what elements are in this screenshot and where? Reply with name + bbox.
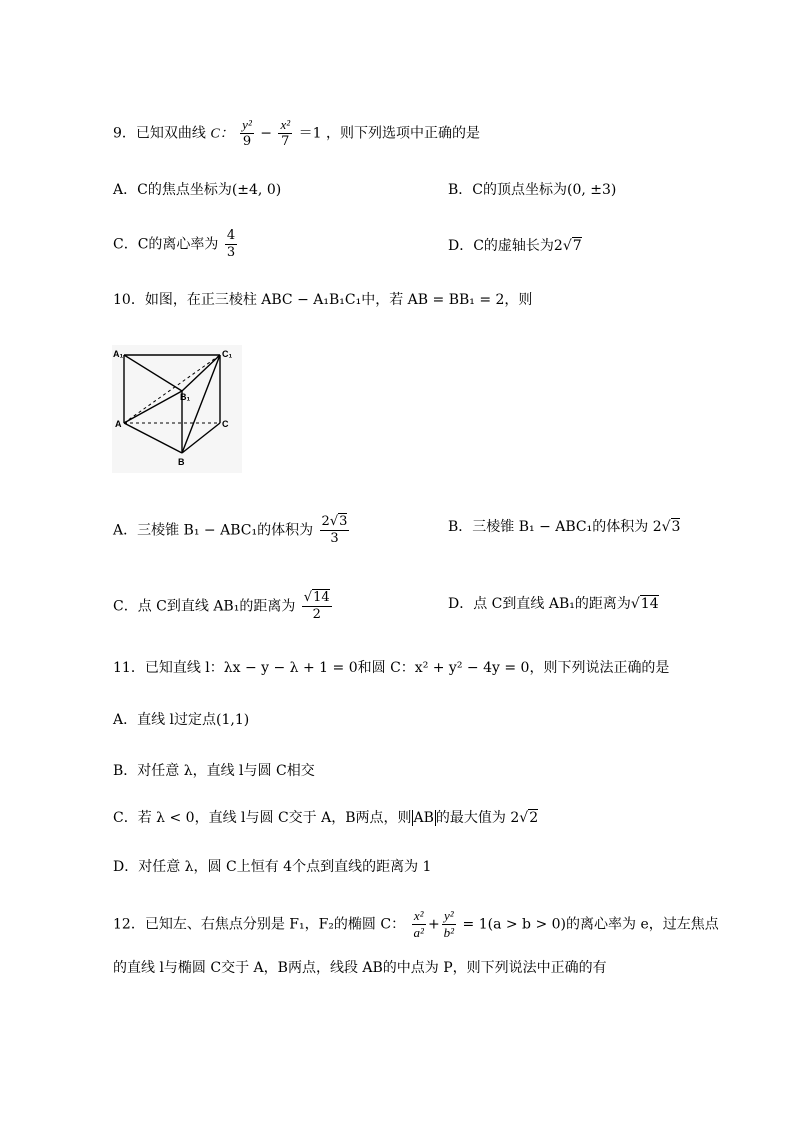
q10-stem: 10．如图，在正三棱柱 ABC − A₁B₁C₁中，若 AB = BB₁ = 2，则: [113, 292, 533, 308]
q9-option-c-den: 3: [226, 245, 236, 260]
q9-option-c-text: C．C的离心率为: [113, 236, 219, 253]
q9-option-d-text: D．C的虚轴长为2: [448, 238, 563, 254]
q10-option-c-frac: [302, 590, 332, 623]
q10-option-c-den: 2: [312, 607, 321, 622]
q12-frac-x-num: x²: [412, 908, 426, 925]
q12-frac-y-den: b²: [443, 925, 455, 940]
q11-option-c-text: C．若 λ < 0，直线 l与圆 C交于 A，B两点，则: [113, 810, 412, 826]
q12-stem-tail: 的离心率为 e，过左焦点: [566, 916, 719, 933]
figure-background: [112, 345, 242, 473]
label-a1: A₁: [113, 349, 124, 359]
label-b1: B₁: [180, 392, 191, 402]
q9-frac-x-den: 7: [281, 134, 290, 149]
q10-option-a-coef: 2: [321, 514, 330, 529]
q12-frac-y-num: y²: [442, 908, 456, 925]
q12-frac-y: [442, 908, 456, 941]
q10-option-c-text: C．点 C到直线 AB₁的距离为: [113, 598, 296, 615]
q12-stem-line1: [113, 908, 719, 941]
q12-frac-x: [412, 908, 426, 941]
q11-option-c-mid: 的最大值为 2: [435, 810, 520, 826]
q10-option-b-text: B．三棱锥 B₁ − ABC₁的体积为 2: [448, 519, 662, 535]
prism-figure: [112, 345, 242, 473]
q11-option-d: D．对任意 λ，圆 C上恒有 4个点到直线的距离为 1: [113, 859, 432, 875]
q9-option-c-frac: [225, 228, 237, 261]
q9-curve-name: C：: [210, 126, 234, 142]
q10-option-a: [113, 514, 351, 547]
q9-stem-tail: ，则下列选项中正确的是: [325, 125, 480, 142]
label-a: A: [115, 419, 122, 429]
q11-option-c-radicand: 2: [529, 810, 539, 826]
q11-stem: 11．已知直线 l：λx − y − λ + 1 = 0和圆 C：x² + y² − 4y = 0，则下列说法正确的是: [113, 660, 670, 676]
q9-option-d-radicand: 7: [572, 238, 582, 254]
q9-frac-x: [278, 117, 292, 150]
q11-option-a: A．直线 l过定点(1,1): [113, 712, 250, 728]
q10-option-b: B．三棱锥 B₁ − ABC₁的体积为 2√3: [448, 519, 681, 535]
q10-option-a-frac: [320, 514, 350, 547]
label-c1: C₁: [222, 349, 233, 359]
q11-option-c-abs: AB: [413, 810, 434, 826]
q9-option-b: B．C的顶点坐标为(0, ±3): [448, 182, 617, 198]
q9-frac-y-den: 9: [242, 134, 252, 149]
q10-option-d-text: D．点 C到直线 AB₁的距离为: [448, 596, 631, 612]
q11-option-b: B．对任意 λ，直线 l与圆 C相交: [113, 763, 315, 779]
q9-frac-y: [240, 117, 254, 150]
q10-option-c-radicand: 14: [313, 590, 330, 605]
q9-minus: −: [260, 125, 273, 142]
q10-option-a-den: 3: [330, 531, 339, 546]
q9-frac-x-num: x²: [280, 117, 291, 132]
q11-option-c: C．若 λ < 0，直线 l与圆 C交于 A，B两点，则 AB 的最大值为 2√2: [113, 810, 539, 826]
q10-option-a-radicand: 3: [339, 514, 348, 529]
q12-equals: = 1(a > b > 0): [462, 916, 567, 933]
q9-option-a: A．C的焦点坐标为(±4, 0): [113, 182, 282, 198]
q12-plus: +: [427, 916, 440, 933]
q10-option-a-text: A．三棱锥 B₁ − ABC₁的体积为: [113, 522, 314, 539]
q10-option-a-num: 2√3: [321, 514, 348, 529]
q12-frac-x-den: a²: [413, 925, 424, 940]
q9-equals: ＝1: [298, 125, 322, 142]
label-c: C: [222, 419, 229, 429]
q9-stem-text: 9．已知双曲线: [113, 125, 206, 142]
q12-stem-text: 12．已知左、右焦点分别是 F₁，F₂的椭圆 C：: [113, 916, 406, 933]
q10-option-c-num: √14: [303, 590, 330, 605]
q10-option-c: [113, 590, 334, 623]
label-b: B: [178, 457, 185, 467]
q10-option-d: D．点 C到直线 AB₁的距离为√14: [448, 596, 659, 612]
q9-option-c: [113, 228, 239, 261]
q10-option-d-radicand: 14: [640, 596, 659, 612]
q9-frac-y-num: y²: [242, 117, 252, 132]
q9-option-c-num: 4: [226, 228, 236, 243]
q10-option-b-radicand: 3: [671, 519, 681, 535]
q12-stem-line2: 的直线 l与椭圆 C交于 A，B两点，线段 AB的中点为 P，则下列说法中正确的有: [113, 960, 607, 976]
q9-stem: [113, 117, 480, 150]
q9-option-d: D．C的虚轴长为2√7: [448, 238, 582, 254]
